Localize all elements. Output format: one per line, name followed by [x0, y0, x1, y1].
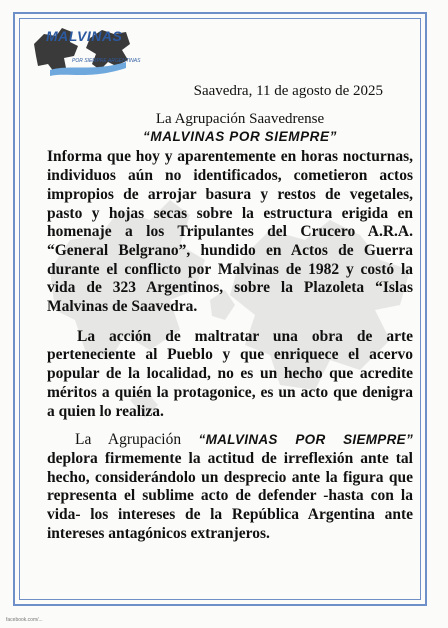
photo-credit: facebook.com/... — [6, 617, 43, 623]
logo-title: MALVINAS — [46, 28, 123, 44]
paragraph-condemnation: La acción de maltratar una obra de arte perteneciente al Pueblo y que enriquece el acervo popular de la localidad, no es un hecho que acredite méritos a quién la protagonice, es un acto que denigra a quien lo realiza. — [47, 327, 413, 420]
paragraph-deplores — [47, 431, 413, 543]
paragraph-incident: Informa que hoy y aparentemente en horas nocturnas, individuos aún no identificados, cometieron actos impropios de arrojar basura y restos de vegetales, pasto y hojas secas sobre la estructura erigida en homenaje a los Tripulantes del Crucero A.R.A. “General Belgrano”, hundido en Actos de Guerra durante el conflicto por Malvinas de 1982 y costó la vida de 323 Argentinos, sobre la Plazoleta “Islas Malvinas de Saavedra. — [47, 148, 413, 316]
paragraph-deplores-text: deplora firmemente la actitud de irreflexión ante tal hecho, considerándolo un desprecio ante la figura que representa el sublime acto de defender -hasta con la vida- los intereses de la República Argentina ante intereses antagónicos extranjeros. — [47, 449, 413, 542]
letter-date: Saavedra, 11 de agosto de 2025 — [193, 83, 383, 99]
logo-subtitle: POR SIEMPRE ARGENTINAS — [72, 58, 141, 64]
paragraph-deplores-slogan: “MALVINAS POR SIEMPRE” — [198, 432, 414, 448]
organization-slogan: “MALVINAS POR SIEMPRE” — [143, 128, 337, 144]
organization-name: La Agrupación Saavedrense — [155, 110, 325, 127]
letter-body — [47, 82, 413, 543]
paragraph-deplores-lead: La Agrupación — [75, 431, 182, 449]
